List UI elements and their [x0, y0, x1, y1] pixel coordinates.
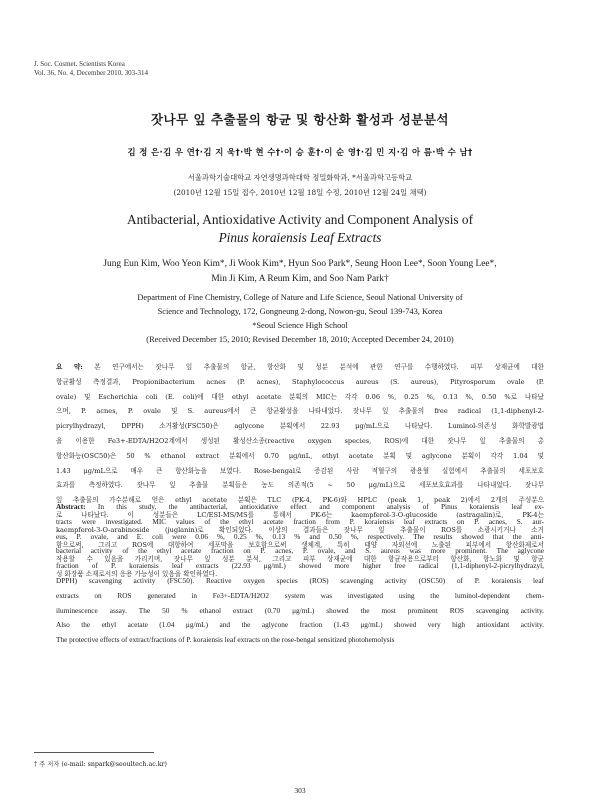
abstract-line: Also the ethyl acetate (1.04 μg/mL) and the aglycone fraction (1.43 μg/mL) showed very high antioxidant activity.: [56, 620, 544, 630]
korean-affiliation-line: 서울과학기술대학교 자연생명과학대학 정밀화학과, *서울과학고등학교: [187, 173, 413, 182]
english-title-line2: Pinus koraiensis Leaf Extracts: [218, 230, 382, 245]
abstract-line: DPPH) scavenging activity (FSC50). Reactive oxygen species (ROS) scavenging activity (OSC50) of P. koraiensis leaf: [56, 575, 544, 585]
english-dates-line: (Received December 15, 2010; Revised December 18, 2010; Accepted December 24, 2010): [146, 335, 454, 344]
abstract-line: 효과를 측정하였다. 잣나무 잎 추출물 분획들은 농도 의존적(5 ~ 50 μg/mL)으로 세포보호효과를 나타내었다. 잣나무: [56, 481, 544, 490]
english-authors: [0, 257, 600, 287]
korean-dates-line: (2010년 12월 15일 접수, 2010년 12월 18일 수정, 2010년 12월 24일 채택): [173, 188, 427, 197]
abstract-line: 함으로써, 그리고 ROS에 대항하여 세포막을 보호함으로써 생체계, 특히 태양 자외선에 노출된 피부에서 항산화제로서: [56, 540, 544, 549]
english-affiliation-line1: Department of Fine Chemistry, College of Nature and Life Science, Seoul National University of: [137, 293, 463, 302]
abstract-line: The protective effects of extract/fractions of P. koraiensis leaf extracts on the rose-bengal sensitized photohemolysis: [56, 635, 395, 645]
english-abstract: [56, 500, 544, 648]
journal-header: [34, 60, 148, 78]
abstract-line: eus, P. ovale, and E. coli were 0.06 %, 0.25 %, 0.13 % and 0.50 %, respectively. The results showed that the anti-: [56, 531, 544, 541]
abstract-line: 성 화장품 소재로서의 응용 가능성이 있음을 확인하였다.: [56, 570, 218, 579]
abstract-line: iluminescence assay. The 50 % ethanol extract (0.70 μg/mL) showed the most prominent ROS scavenging activity.: [56, 605, 544, 615]
abstract-line: kaempferol-3-O-arabinoside (juglanin)로 확인되었다. 이상의 결과들은 잣나무 잎 추출물이 ROS를 소광시키거나 소거: [56, 525, 544, 534]
abstract-line: bacterial activity of the ethyl acetate fraction on P. acnes, P. ovale, and S. aureus was more prominent. The aglycone: [56, 546, 544, 556]
english-title: [0, 211, 600, 247]
abstract-label: Abstract:: [56, 502, 86, 511]
abstract-line: ovale) 및 Escherichia coli (E. coli)에 대한 ethyl acetate 분획의 MIC는 각각 0.06 %, 0.25 %, 0.13 %, 0.50 %로 나타났: [56, 392, 544, 401]
english-affiliation: [0, 291, 600, 347]
korean-authors: 김 정 은·김 우 연†·김 지 욱†·박 현 수†·이 승 훈†·이 순 영†·김 민 지·김 아 름·박 수 남†: [127, 147, 473, 157]
abstract-line: 잎 추출물의 가수분해로 얻은 ethyl acetate 분획은 TLC (PK-4, PK-6)와 HPLC (peak 1, peak 2)에서 2개의 주성분으: [56, 496, 544, 505]
footnote-divider: [34, 752, 154, 753]
korean-affiliation: [0, 170, 600, 200]
english-authors-line2: Min Ji Kim, A Reum Kim, and Soo Nam Park†: [211, 274, 389, 284]
journal-volume: Vol. 36, No. 4, December 2010, 303-314: [34, 69, 148, 77]
english-affiliation-line2: Science and Technology, 172, Gongneung 2-dong, Nowon-gu, Seoul 139-743, Korea: [157, 307, 443, 316]
abstract-line: 을 이용한 Fe3+-EDTA/H2O2계에서 생성된 활성산소종(reactive oxygen species, ROS)에 대한 잣나무 잎 추출물의 총: [56, 436, 544, 445]
english-authors-line1: Jung Eun Kim, Woo Yeon Kim*, Ji Wook Kim*, Hyun Soo Park*, Seung Hoon Lee*, Soon Young Lee*,: [103, 259, 497, 269]
journal-name: J. Soc. Cosmet. Scientists Korea: [34, 60, 125, 68]
abstract-line: 1.43 μg/mL으로 매우 큰 항산화능을 보였다. Rose-bengal로 증감된 사람 적혈구의 광용혈 실험에서 추출물의 세포보호: [56, 466, 544, 475]
korean-title: 잣나무 잎 추출물의 항균 및 항산화 활성과 성분분석: [150, 112, 450, 127]
abstract-line: 항균활성 측정결과, Propionibacterium acnes (P. acnes), Staphylococcus aureus (S. aureus), Pityrosporum ovale (P.: [56, 377, 544, 386]
abstract-line: 항산화능(OSC50)은 50 % ethanol extract 분획에서 0.70 μg/mL, ethyl acetate 분획 및 aglycone 분획이 각각 1.04 및: [56, 451, 544, 460]
abstract-line: picrylhydrazyl, DPPH) 소거활성(FSC50)은 aglycone 분획에서 22.93 μg/mL으로 나타났다. Luminol-의존성 화학발광법: [56, 422, 544, 431]
abstract-line: tracts were investigated. MIC values of the ethyl acetate fraction from P. koraiensis leaf extracts on P. acnes, S. aur-: [56, 516, 544, 526]
abstract-label: 요 약:: [56, 363, 83, 371]
english-affiliation-line3: *Seoul Science High School: [252, 321, 348, 330]
footnote: † 주 저자 (e-mail: snpark@seoultech.ac.kr): [34, 761, 168, 768]
abstract-line: Abstract: In this study, the antibacterial, antioxidative effect and component analysis of Pinus koraiensis leaf ex-: [56, 502, 544, 511]
english-title-line1: Antibacterial, Antioxidative Activity and Component Analysis of: [126, 212, 474, 227]
abstract-line: 로 나타났다. 이 성분들은 LC/ESI-MS/MS를 통해서 PK-6는 kaempferol-3-O-glucoside (astragalin)로, PK-4는: [56, 510, 544, 519]
abstract-line: extracts on ROS generated in Fe3+-EDTA/H2O2 system was investigated using the luminol-dependent chem-: [56, 590, 544, 600]
abstract-line: 요 약: 본 연구에서는 잣나무 잎 추출물의 항균, 항산화 및 성분 분석에 관한 연구를 수행하였다. 피부 상재균에 대한: [56, 363, 544, 371]
abstract-line: fraction of P. koraiensis leaf extracts (22.93 μg/mL) showed more higher free radical (1,1-diphenyl-2-picrylhydrazyl,: [56, 561, 544, 571]
abstract-line: 으며, P. acnes, P. ovale 및 S. aureus에서 큰 항균활성을 나타내었다. 잣나무 잎 추출물의 free radical (1,1-diphenyl-2-: [56, 407, 544, 416]
abstract-line: 작용할 수 있음을 가리키며, 잣나무 잎 성분 분석, 그리고 피부 상재균에 대한 항균작용으로부터 항산화, 항노화 및 항균: [56, 555, 544, 564]
page-number: 303: [294, 786, 306, 795]
